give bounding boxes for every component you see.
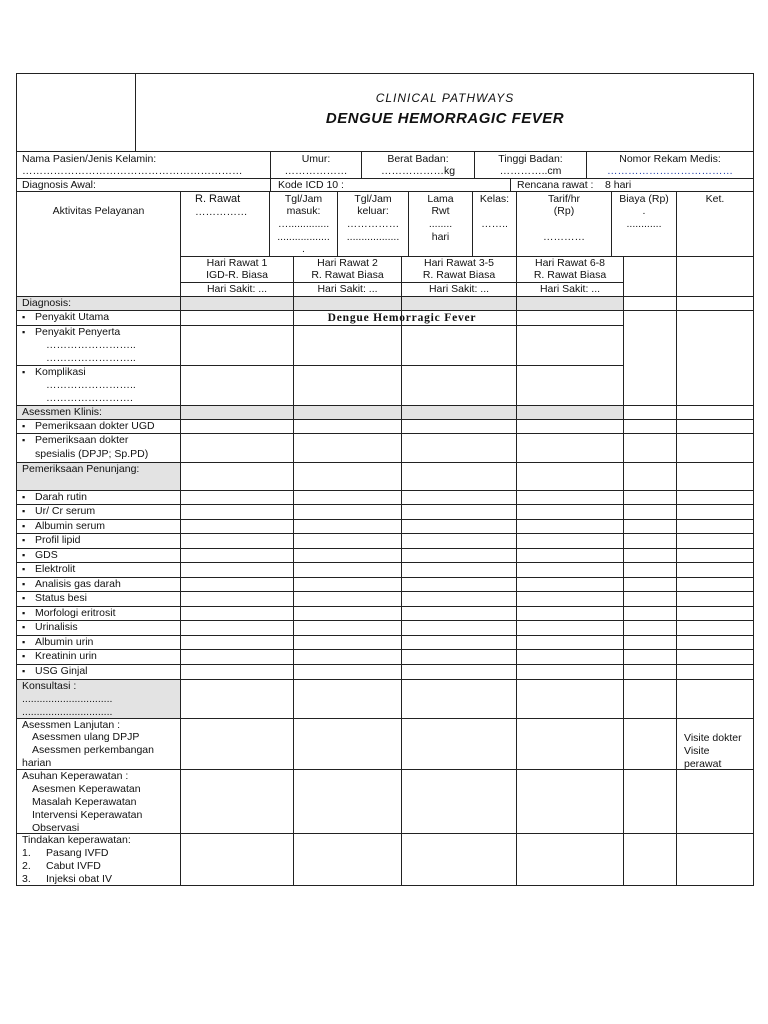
care-plan-label: Rencana rawat :: [517, 179, 594, 191]
actions-header: Tindakan keperawatan:: [22, 834, 131, 846]
followup-header: Asessmen Lanjutan :: [22, 719, 121, 731]
list-item: ▪ Kreatinin urin: [22, 650, 97, 663]
nursing-line-3: Intervensi Keperawatan: [32, 809, 143, 821]
complication-field-1[interactable]: ……………………..: [46, 379, 136, 391]
mrn-field[interactable]: ………………………………: [607, 165, 733, 177]
followup-note-3: perawat: [684, 758, 722, 770]
support-header: Pemeriksaan Penunjang:: [22, 463, 140, 475]
list-item: ▪ Albumin urin: [22, 636, 93, 649]
nursing-header: Asuhan Keperawatan :: [22, 770, 129, 782]
nursing-line-4: Observasi: [32, 822, 80, 834]
clinical-item-2: ▪ Pemeriksaan dokter: [22, 434, 128, 447]
list-item: ▪ Analisis gas darah: [22, 578, 121, 591]
comorbid-field-2[interactable]: ……………………..: [46, 352, 136, 364]
room-label: R. Rawat: [195, 193, 241, 205]
cost-label: Biaya (Rp): [619, 193, 669, 205]
day-3-sick: Hari Sakit: ...: [428, 283, 490, 295]
patient-name-label: Nama Pasien/Jenis Kelamin:: [22, 153, 157, 165]
list-item: ▪ Urinalisis: [22, 621, 78, 634]
followup-line-2: Asessmen perkembangan: [32, 744, 154, 756]
page-title: DENGUE HEMORRAGIC FEVER: [325, 110, 565, 127]
length-of-stay-field[interactable]: ........: [428, 218, 453, 230]
list-item: ▪ Darah rutin: [22, 491, 87, 504]
length-of-stay-label: Lama: [427, 193, 454, 205]
discharge-field[interactable]: ……………: [346, 218, 400, 230]
clinical-item-2-cont: spesialis (DPJP; Sp.PD): [35, 448, 149, 460]
day-2-sick: Hari Sakit: ...: [317, 283, 378, 295]
age-field[interactable]: ………………: [284, 165, 348, 177]
list-item: ▪ GDS: [22, 549, 58, 562]
consultation-header: Konsultasi :: [22, 680, 77, 692]
day-2-line-1: Hari Rawat 2: [317, 257, 378, 269]
admission-field-3: .: [302, 243, 305, 255]
day-3-line-1: Hari Rawat 3-5: [423, 257, 495, 269]
diagnosis-header-shade: [16, 296, 623, 311]
list-item: ▪ Status besi: [22, 592, 87, 605]
followup-note-1: Visite dokter: [684, 732, 742, 744]
length-of-stay-unit: hari: [431, 231, 450, 243]
day-4-sick: Hari Sakit: ...: [539, 283, 601, 295]
main-disease-label: ▪ Penyakit Utama: [22, 311, 109, 324]
weight-label: Berat Badan:: [387, 153, 449, 165]
nursing-line-2: Masalah Keperawatan: [32, 796, 137, 808]
discharge-label: Tgl/Jam: [354, 193, 392, 205]
admission-field-2[interactable]: ..................: [277, 231, 330, 243]
day-4-line-2: R. Rawat Biasa: [533, 269, 607, 281]
action-text: Injeksi obat IV: [46, 873, 112, 885]
initial-diagnosis-label: Diagnosis Awal:: [22, 179, 96, 191]
action-number: 3.: [22, 873, 31, 885]
care-plan-value: 8 hari: [605, 179, 632, 191]
admission-label: Tgl/Jam: [284, 193, 323, 205]
day-3-line-2: R. Rawat Biasa: [422, 269, 496, 281]
followup-line-3: harian: [22, 757, 52, 769]
clinical-assessment-header: Asessmen Klinis:: [22, 406, 102, 418]
diagnosis-header: Diagnosis:: [22, 297, 72, 309]
nursing-line-1: Asesmen Keperawatan: [32, 783, 141, 795]
day-1-sick: Hari Sakit: ...: [206, 283, 268, 295]
tariff-field[interactable]: …………: [543, 231, 585, 243]
discharge-label-2: keluar:: [357, 205, 389, 217]
tariff-label-2: (Rp): [553, 205, 575, 217]
mrn-label: Nomor Rekam Medis:: [619, 153, 721, 165]
class-label: Kelas:: [479, 193, 510, 205]
age-label: Umur:: [301, 153, 331, 165]
list-item: ▪ USG Ginjal: [22, 665, 88, 678]
consultation-field-2[interactable]: ...............................: [22, 706, 113, 718]
tariff-label: Tarif/hr: [547, 193, 581, 205]
list-item: ▪ Elektrolit: [22, 563, 75, 576]
comorbid-field-1[interactable]: ……………………..: [46, 339, 136, 351]
complication-field-2[interactable]: …………………….: [46, 392, 133, 404]
list-item: ▪ Profil lipid: [22, 534, 81, 547]
notes-column-header: Ket.: [705, 193, 725, 205]
admission-label-2: masuk:: [286, 205, 321, 217]
followup-line-1: Asessmen ulang DPJP: [32, 731, 140, 743]
list-item: ▪ Morfologi eritrosit: [22, 607, 116, 620]
height-label: Tinggi Badan:: [498, 153, 563, 165]
discharge-field-2[interactable]: ..................: [346, 231, 400, 243]
day-1-line-2: IGD-R. Biasa: [206, 269, 268, 281]
room-field[interactable]: ……………: [195, 206, 248, 218]
complication-label: ▪ Komplikasi: [22, 366, 86, 379]
day-2-line-2: R. Rawat Biasa: [311, 269, 384, 281]
icd-code-label: Kode ICD 10 :: [278, 179, 344, 191]
main-disease-value: Dengue Hemorragic Fever: [327, 312, 477, 324]
list-item: ▪ Ur/ Cr serum: [22, 505, 95, 518]
clinical-header-shade: [16, 405, 623, 420]
title-line-1: CLINICAL PATHWAYS: [375, 91, 515, 105]
followup-note-2: Visite: [684, 745, 710, 757]
action-text: Cabut IVFD: [46, 860, 101, 872]
list-item: ▪ Albumin serum: [22, 520, 105, 533]
patient-name-field[interactable]: ………………………………………………………: [22, 165, 243, 177]
action-number: 2.: [22, 860, 31, 872]
cost-label-2: .: [642, 205, 646, 217]
weight-field[interactable]: ………………kg: [380, 165, 456, 177]
day-4-line-1: Hari Rawat 6-8: [534, 257, 606, 269]
clinical-item-1: ▪ Pemeriksaan dokter UGD: [22, 420, 155, 433]
action-number: 1.: [22, 847, 31, 859]
action-text: Pasang IVFD: [46, 847, 109, 859]
class-field[interactable]: ……..: [481, 218, 508, 230]
height-field[interactable]: …………..cm: [499, 165, 562, 177]
day-1-line-1: Hari Rawat 1: [206, 257, 268, 269]
consultation-field-1[interactable]: ...............................: [22, 693, 113, 705]
length-of-stay-label-2: Rwt: [431, 205, 450, 217]
cost-field[interactable]: ............: [626, 218, 662, 230]
activity-column-header: Aktivitas Pelayanan: [52, 205, 145, 217]
admission-field[interactable]: …..............: [277, 218, 330, 230]
comorbid-label: ▪ Penyakit Penyerta: [22, 326, 120, 339]
